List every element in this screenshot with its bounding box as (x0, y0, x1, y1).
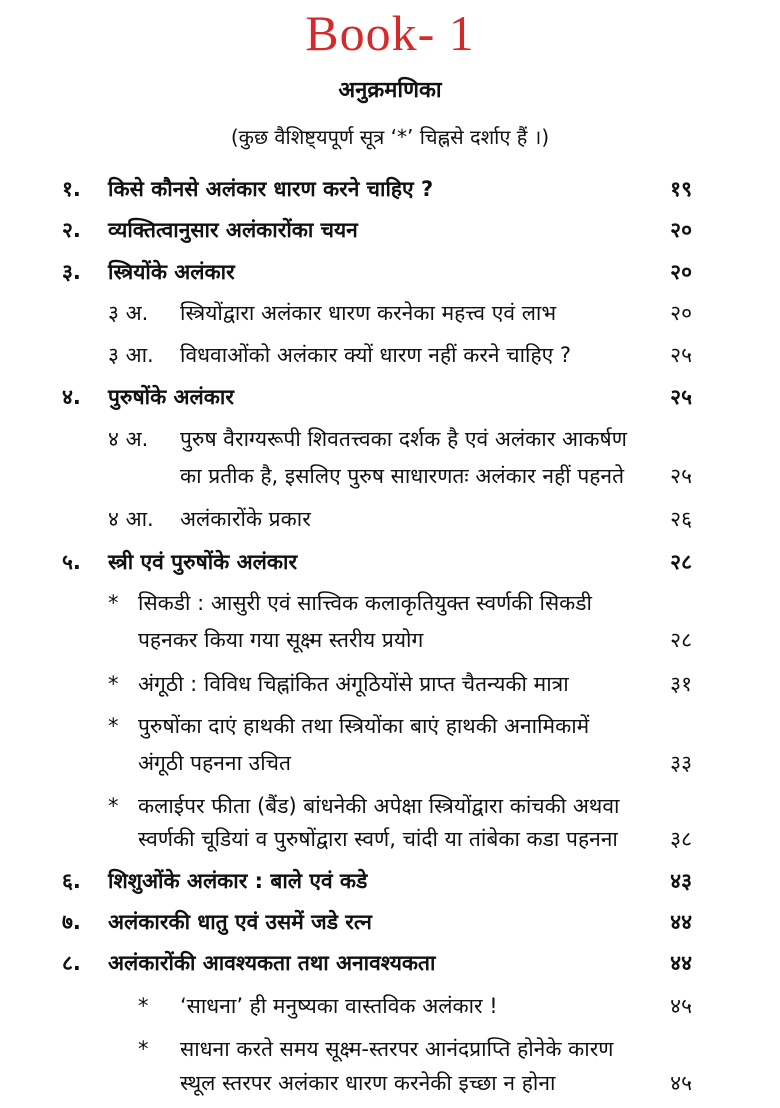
entry-title: स्त्रियोंके अलंकार (108, 260, 235, 284)
entry-number: ५. (62, 550, 81, 574)
entry-title: किसे कौनसे अलंकार धारण करने चाहिए ? (108, 177, 434, 201)
entry-number: ६. (62, 869, 81, 893)
entry-page: २५ (670, 464, 692, 488)
entry-page: ३१ (670, 672, 692, 696)
entry-number: १. (62, 177, 81, 201)
book-title: Book- 1 (305, 5, 475, 61)
entry-title: स्त्रियोंद्वारा अलंकार धारण करनेका महत्त्व एवं लाभ (180, 301, 557, 325)
entry-title: व्यक्तित्वानुसार अलंकारोंका चयन (108, 218, 358, 242)
entry-page: २८ (670, 628, 692, 652)
entry-page: ४४ (670, 951, 692, 975)
entry-number: ४ आ. (108, 507, 154, 531)
entry-page: २६ (670, 507, 692, 531)
entry-page: ४३ (670, 869, 692, 893)
entry-number: २. (62, 218, 81, 242)
entry-title-line-2: अंगूठी पहनना उचित (138, 751, 291, 775)
toc-note: (कुछ वैशिष्ट्यपूर्ण सूत्र ‘*’ चिह्नसे दर्शाए हैं ।) (230, 125, 550, 149)
entry-number: ३. (62, 260, 81, 284)
asterisk-marker: * (108, 714, 119, 738)
entry-title-line-2: स्थूल स्तरपर अलंकार धारण करनेकी इच्छा न होना (180, 1071, 556, 1095)
entry-title: अंगूठी : विविध चिह्नांकित अंगूठियोंसे प्राप्त चैतन्यकी मात्रा (138, 672, 569, 696)
entry-title: स्त्री एवं पुरुषोंके अलंकार (108, 550, 298, 574)
entry-title-line-1: कलाईपर फीता (बैंड) बांधनेकी अपेक्षा स्त्रियोंद्वारा कांचकी अथवा (138, 794, 620, 818)
entry-title: शिशुओंके अलंकार : बाले एवं कडे (108, 869, 368, 893)
entry-page: २० (670, 218, 692, 242)
entry-title-line-2: पहनकर किया गया सूक्ष्म स्तरीय प्रयोग (138, 628, 424, 652)
entry-number: ३ अ. (108, 301, 149, 325)
entry-number: ४. (62, 385, 81, 409)
entry-page: २८ (670, 550, 692, 574)
entry-title: अलंकारोंकी आवश्यकता तथा अनावश्यकता (108, 951, 436, 975)
asterisk-marker: * (138, 994, 149, 1018)
entry-page: ४४ (670, 910, 692, 934)
entry-number: ८. (62, 951, 81, 975)
asterisk-marker: * (108, 794, 119, 818)
asterisk-marker: * (138, 1037, 149, 1061)
asterisk-marker: * (108, 672, 119, 696)
entry-page: २५ (670, 343, 692, 367)
entry-page: २० (670, 301, 692, 325)
entry-title: ‘साधना’ ही मनुष्यका वास्तविक अलंकार ! (180, 994, 498, 1018)
entry-page: ४५ (670, 994, 692, 1018)
entry-title-line-1: सिकडी : आसुरी एवं सात्त्विक कलाकृतियुक्त स्वर्णकी सिकडी (138, 591, 592, 615)
entry-title-line-1: पुरुषोंका दाएं हाथकी तथा स्त्रियोंका बाएं हाथकी अनामिकामें (138, 714, 590, 738)
entry-title: अलंकारकी धातु एवं उसमें जडे रत्न (108, 910, 372, 934)
entry-title: पुरुषोंके अलंकार (108, 385, 234, 409)
entry-number: ३ आ. (108, 343, 154, 367)
entry-number: ४ अ. (108, 427, 149, 451)
entry-number: ७. (62, 910, 81, 934)
toc-heading: अनुक्रमणिका (338, 78, 442, 103)
asterisk-marker: * (108, 591, 119, 615)
entry-title-line-2: स्वर्णकी चूडियां व पुरुषोंद्वारा स्वर्ण, चांदी या तांबेका कडा पहनना (138, 827, 618, 851)
entry-page: २० (670, 260, 692, 284)
entry-title: विधवाओंको अलंकार क्यों धारण नहीं करने चाहिए ? (180, 343, 572, 367)
entry-page: ३३ (670, 751, 692, 775)
entry-title: अलंकारोंके प्रकार (180, 507, 311, 531)
entry-page: ४५ (670, 1071, 692, 1095)
entry-page: १९ (670, 177, 692, 201)
entry-title-line-1: साधना करते समय सूक्ष्म-स्तरपर आनंदप्राप्ति होनेके कारण (180, 1037, 614, 1061)
entry-title-line-2: का प्रतीक है, इसलिए पुरुष साधारणतः अलंकार नहीं पहनते (180, 464, 625, 488)
entry-title-line-1: पुरुष वैराग्यरूपी शिवतत्त्वका दर्शक है एवं अलंकार आकर्षण (180, 427, 627, 451)
entry-page: २५ (670, 385, 692, 409)
entry-page: ३८ (670, 827, 692, 851)
